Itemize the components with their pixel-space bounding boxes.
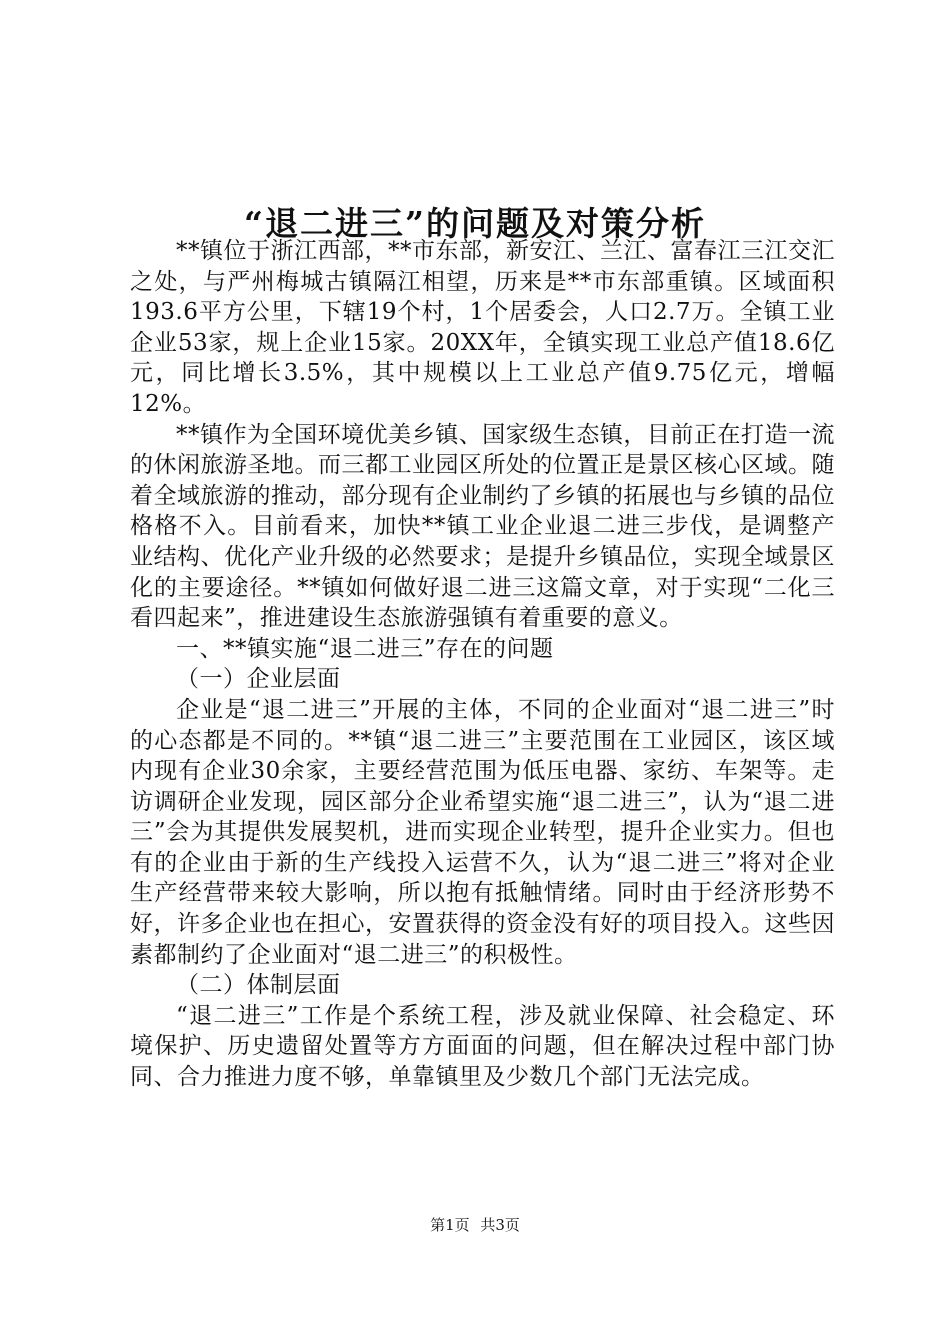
- subsection-heading-enterprise: （一）企业层面: [176, 666, 341, 693]
- page-footer: [0, 1214, 950, 1236]
- subsection-heading-system: （二）体制层面: [176, 972, 341, 999]
- paragraph-overview: **镇位于浙江西部，**市东部，新安江、兰江、富春江三江交汇之处，与严州梅城古镇隔江相望，历来是**市东部重镇。区域面积193.6平方公里，下辖19个村，1个居委会，人口2.7万。全镇工业企业53家，规上企业15家。20XX年，全镇实现工业总产值18.6亿元，同比增长3.5%，其中规模以上工业总产值9.75亿元，增幅12%。: [130, 238, 835, 417]
- document-title: “退二进三”的问题及对策分析: [244, 204, 706, 244]
- paragraph-system: “退二进三”工作是个系统工程，涉及就业保障、社会稳定、环境保护、历史遗留处置等方方面面的问题，但在解决过程中部门协同、合力推进力度不够，单靠镇里及少数几个部门无法完成。: [130, 1002, 835, 1091]
- section-heading-problems: 一、**镇实施“退二进三”存在的问题: [176, 635, 554, 662]
- page-total: 共3页: [480, 1216, 520, 1234]
- paragraph-background: **镇作为全国环境优美乡镇、国家级生态镇，目前正在打造一流的休闲旅游圣地。而三都工业园区所处的位置正是景区核心区域。随着全域旅游的推动，部分现有企业制约了乡镇的拓展也与乡镇的品位格格不入。目前看来，加快**镇工业企业退二进三步伐，是调整产业结构、优化产业升级的必然要求；是提升乡镇品位，实现全域景区化的主要途径。**镇如何做好退二进三这篇文章，对于实现“二化三看四起来”，推进建设生态旅游强镇有着重要的意义。: [130, 421, 835, 632]
- document-body: [130, 236, 835, 1093]
- page-number: 第1页: [430, 1216, 470, 1234]
- paragraph-enterprise: 企业是“退二进三”开展的主体，不同的企业面对“退二进三”时的心态都是不同的。**镇“退二进三”主要范围在工业园区，该区域内现有企业30余家，主要经营范围为低压电器、家纺、车架等。走访调研企业发现，园区部分企业希望实施“退二进三”，认为“退二进三”会为其提供发展契机，进而实现企业转型，提升企业实力。但也有的企业由于新的生产线投入运营不久，认为“退二进三”将对企业生产经营带来较大影响，所以抱有抵触情绪。同时由于经济形势不好，许多企业也在担心，安置获得的资金没有好的项目投入。这些因素都制约了企业面对“退二进三”的积极性。: [130, 696, 835, 968]
